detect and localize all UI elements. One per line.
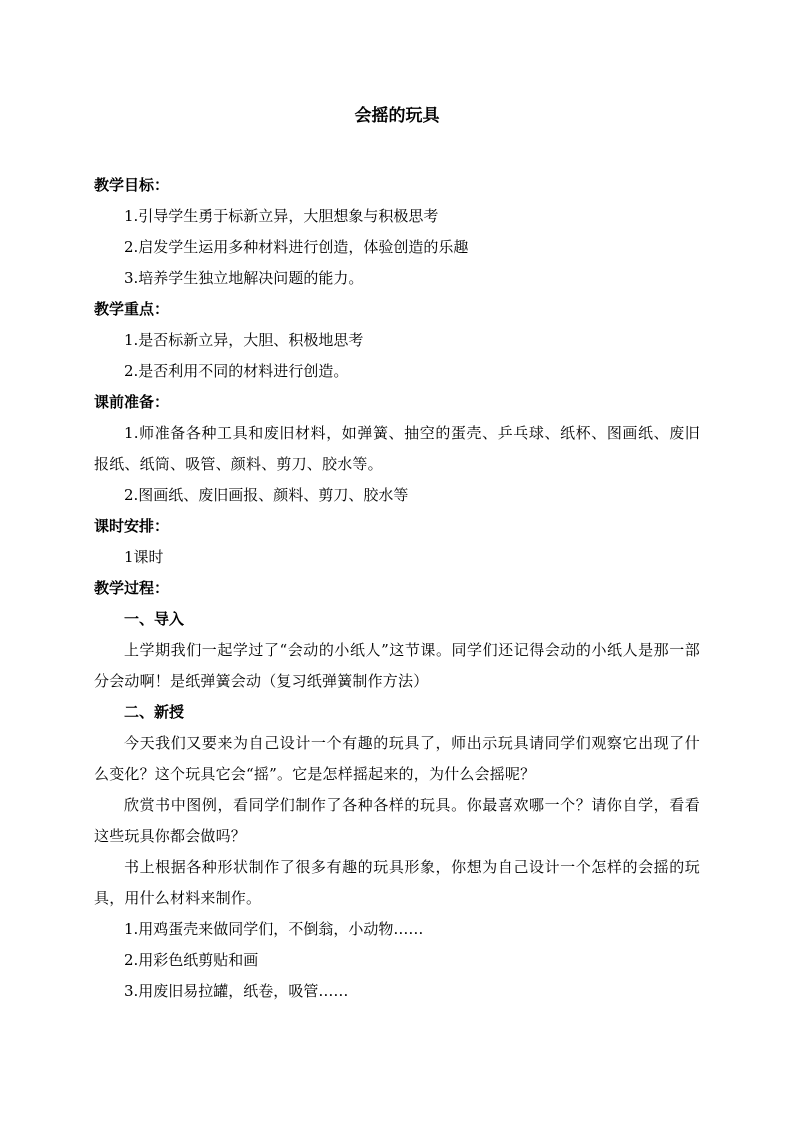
focus-item: 2.是否利用不同的材料进行创造。 xyxy=(124,362,349,380)
document-title: 会摇的玩具 xyxy=(354,106,440,126)
prep-item: 1.师准备各种工具和废旧材料，如弹簧、抽空的蛋壳、乒乓球、纸杯、图画纸、废旧报纸、纸筒、吸管、颜料、剪刀、胶水等。 xyxy=(94,424,700,473)
process-heading: 教学过程： xyxy=(94,579,170,597)
section-intro-text: 上学期我们一起学过了“会动的小纸人”这节课。同学们还记得会动的小纸人是那一部分会动啊！是纸弹簧会动（复习纸弹簧制作方法） xyxy=(94,641,700,690)
section-new-paragraph: 今天我们又要来为自己设计一个有趣的玩具了，师出示玩具请同学们观察它出现了什么变化？这个玩具它会“摇”。它是怎样摇起来的，为什么会摇呢？ xyxy=(94,734,700,783)
goals-heading: 教学目标： xyxy=(94,176,170,194)
goal-item: 1.引导学生勇于标新立异，大胆想象与积极思考 xyxy=(124,207,439,225)
schedule-heading: 课时安排： xyxy=(94,517,170,535)
section-new-paragraph: 书上根据各种形状制作了很多有趣的玩具形象，你想为自己设计一个怎样的会摇的玩具，用什么材料来制作。 xyxy=(94,858,700,907)
material-item: 1.用鸡蛋壳来做同学们，不倒翁，小动物…… xyxy=(124,920,424,938)
schedule-value: 1课时 xyxy=(124,548,164,566)
goal-item: 2.启发学生运用多种材料进行创造，体验创造的乐趣 xyxy=(124,238,469,256)
section-new-paragraph: 欣赏书中图例，看同学们制作了各种各样的玩具。你最喜欢哪一个？请你自学，看看这些玩具你都会做吗？ xyxy=(94,796,700,845)
focus-item: 1.是否标新立异，大胆、积极地思考 xyxy=(124,331,364,349)
prep-item: 2.图画纸、废旧画报、颜料、剪刀、胶水等 xyxy=(124,486,409,504)
document-page xyxy=(94,100,700,1007)
goal-item: 3.培养学生独立地解决问题的能力。 xyxy=(124,269,364,287)
section-new-title: 二、新授 xyxy=(124,703,185,721)
focus-heading: 教学重点： xyxy=(94,300,170,318)
material-item: 3.用废旧易拉罐，纸卷，吸管…… xyxy=(124,982,349,1000)
material-item: 2.用彩色纸剪贴和画 xyxy=(124,951,259,969)
section-intro-title: 一、导入 xyxy=(124,610,185,628)
prep-heading: 课前准备： xyxy=(94,393,170,411)
